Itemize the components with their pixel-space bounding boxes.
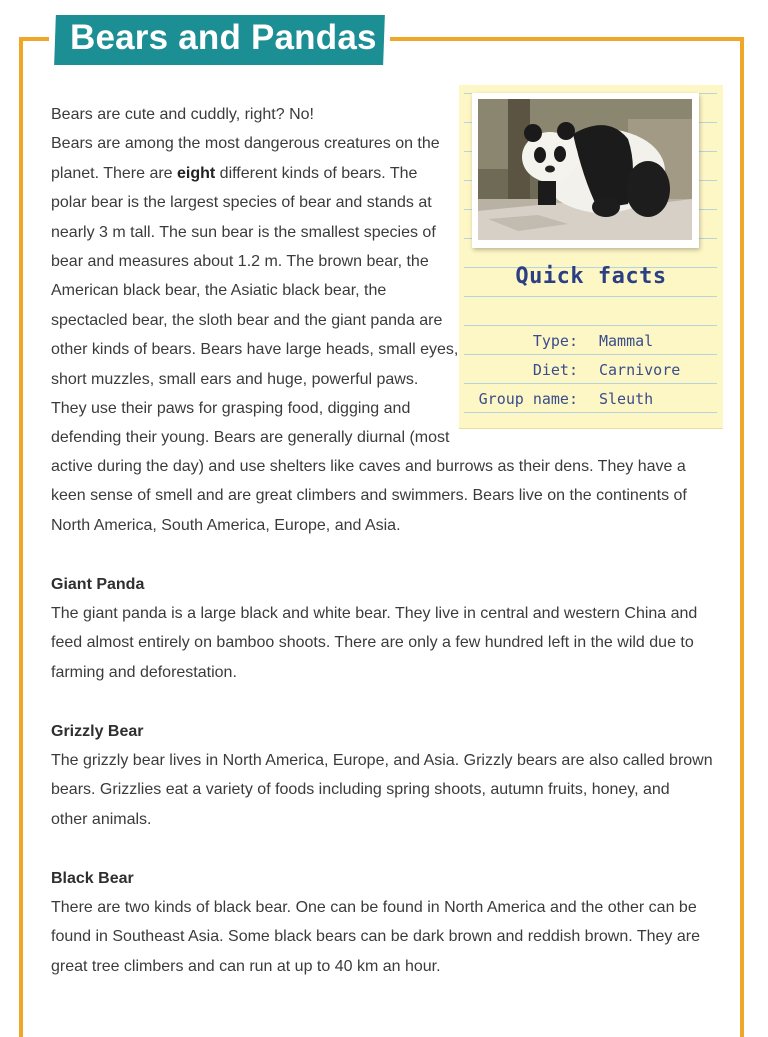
fact-value: Sleuth [599,390,654,408]
intro-line: North America, South America, Europe, and Asia. [51,516,401,534]
section-heading-grizzly-bear: Grizzly Bear [51,723,144,740]
section-body-grizzly-bear [51,746,721,834]
intro-line: American black bear, the Asiatic black bear, the [51,282,387,300]
fact-label: Diet: [532,361,578,379]
section-line: found in Southeast Asia. Some black bears can be dark brown and reddish brown. They are [51,928,700,946]
intro-text: planet. There are [51,164,178,182]
fact-label: Group name: [478,390,578,408]
section-line: other animals. [51,810,152,828]
section-line: There are two kinds of black bear. One can be found in North America and the other can be [51,899,697,916]
section-body-black-bear [51,893,721,981]
section-line: The giant panda is a large black and white bear. They live in central and western China and [51,605,698,622]
section-line: farming and deforestation. [51,663,237,681]
panda-illustration [478,99,692,240]
intro-line: other kinds of bears. Bears have large heads, small eyes, [51,341,459,359]
intro-line: defending their young. Bears are generally diurnal (most [51,429,450,447]
intro-line: polar bear is the largest species of bear and stands at [51,194,432,212]
intro-paragraph [51,100,459,453]
intro-line: active during the day) and use shelters like caves and burrows as their dens. They have a [51,458,686,475]
ruled-line [464,296,717,297]
intro-line: Bears are among the most dangerous creatures on the [51,135,440,153]
page-title: Bears and Pandas [70,18,377,57]
section-body-giant-panda [51,599,721,687]
section-line: feed almost entirely on bamboo shoots. There are only a few hundred left in the wild due to [51,634,694,652]
section-line: great tree climbers and can run at up to 40 km an hour. [51,957,441,975]
intro-line [51,159,456,188]
intro-line: spectacled bear, the sloth bear and the giant panda are [51,311,443,329]
section-line: bears. Grizzlies eat a variety of foods including spring shoots, autumn fruits, honey, and [51,781,670,799]
intro-line: keen sense of smell and are great climbers and swimmers. Bears live on the continents of [51,487,687,505]
fact-row-group-name [465,390,715,414]
intro-line: bear and measures about 1.2 m. The brown bear, the [51,253,429,271]
intro-line: short muzzles, small ears and huge, powerful paws. [51,370,419,388]
panda-photo-frame [472,93,699,248]
fact-value: Mammal [599,332,654,350]
emphasis-eight: eight [177,164,216,182]
section-heading-black-bear: Black Bear [51,870,134,887]
fact-value: Carnivore [599,361,681,379]
giant-panda-photo [478,99,692,240]
fact-row-diet [465,361,715,385]
intro-text: different kinds of bears. The [215,164,418,182]
intro-line: nearly 3 m tall. The sun bear is the smallest species of [51,223,436,241]
section-line: The grizzly bear lives in North America, Europe, and Asia. Grizzly bears are also called brown [51,752,713,769]
intro-line: They use their paws for grasping food, digging and [51,400,411,418]
section-heading-giant-panda: Giant Panda [51,576,145,593]
quick-facts-title: Quick facts [515,264,667,289]
ruled-line [464,325,717,326]
intro-line: Bears are cute and cuddly, right? No! [51,106,314,123]
intro-paragraph-continued [51,452,716,540]
fact-label: Type: [532,332,578,350]
fact-row-type [465,332,715,356]
